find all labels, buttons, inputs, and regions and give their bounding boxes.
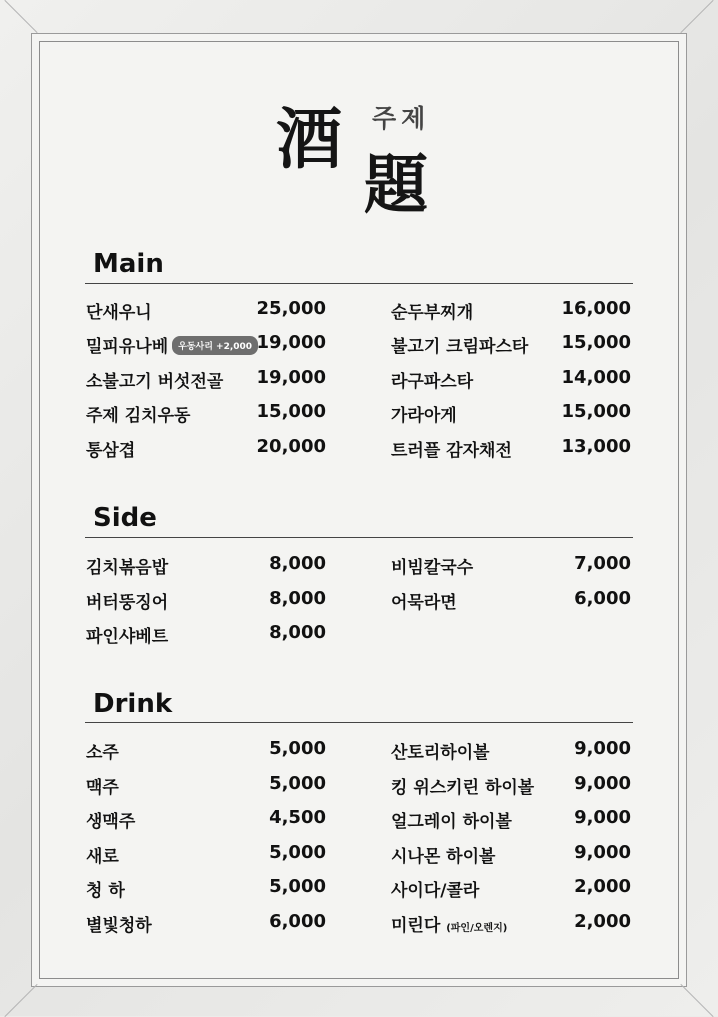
menu-item-price: 16,000 bbox=[561, 298, 631, 319]
menu-item-name: 라구파스타 bbox=[391, 372, 474, 392]
menu-item-name: 청 하 bbox=[86, 881, 125, 901]
section-divider bbox=[85, 722, 633, 723]
menu-item-name: 버터뚱징어 bbox=[86, 593, 169, 613]
menu-item-name: 통삼겹 bbox=[86, 441, 136, 461]
menu-item-price: 25,000 bbox=[256, 298, 326, 319]
menu-item-name: 사이다/콜라 bbox=[391, 881, 480, 901]
title-hangul: 주제 bbox=[372, 104, 431, 133]
menu-item-price: 4,500 bbox=[269, 807, 326, 828]
menu-item-price: 6,000 bbox=[574, 588, 631, 609]
menu-item-name bbox=[391, 911, 507, 936]
menu-item-price: 6,000 bbox=[269, 911, 326, 932]
menu-item-name: 얼그레이 하이볼 bbox=[391, 812, 512, 832]
menu-item-name: 킹 위스키린 하이볼 bbox=[391, 778, 535, 798]
menu-item-name: 김치볶음밥 bbox=[86, 558, 169, 578]
menu-item-price: 13,000 bbox=[561, 436, 631, 457]
section-divider bbox=[85, 283, 633, 284]
menu-item-name: 주제 김치우동 bbox=[86, 406, 191, 426]
menu-item-price: 9,000 bbox=[574, 738, 631, 759]
menu-item-price: 9,000 bbox=[574, 773, 631, 794]
menu-item-label: 밀피유나베 bbox=[86, 337, 169, 357]
menu-item-name: 소주 bbox=[86, 743, 119, 763]
menu-item-name: 가라아게 bbox=[391, 406, 457, 426]
menu-item-price: 5,000 bbox=[269, 738, 326, 759]
menu-item-price: 2,000 bbox=[574, 876, 631, 897]
section-title-side: Side bbox=[93, 503, 157, 533]
menu-item-price: 20,000 bbox=[256, 436, 326, 457]
menu-item-name: 별빛청하 bbox=[86, 916, 152, 936]
menu-item-name: 생맥주 bbox=[86, 812, 136, 832]
menu-item-price: 14,000 bbox=[561, 367, 631, 388]
menu-item-price: 8,000 bbox=[269, 622, 326, 643]
menu-item-price: 7,000 bbox=[574, 553, 631, 574]
menu-item-price: 9,000 bbox=[574, 842, 631, 863]
flavor-note: (파인/오렌지) bbox=[446, 923, 508, 934]
section-divider bbox=[85, 537, 633, 538]
menu-item-price: 8,000 bbox=[269, 553, 326, 574]
menu-item-price: 8,000 bbox=[269, 588, 326, 609]
addon-badge: 우동사리 +2,000 bbox=[172, 336, 258, 355]
menu-item-price: 19,000 bbox=[256, 332, 326, 353]
menu-item-name: 비빔칼국수 bbox=[391, 558, 474, 578]
menu-item-name: 새로 bbox=[86, 847, 119, 867]
menu-item-price: 15,000 bbox=[256, 401, 326, 422]
menu-item-price: 5,000 bbox=[269, 876, 326, 897]
menu-item-name: 어묵라면 bbox=[391, 593, 457, 613]
menu-item-name: 산토리하이볼 bbox=[391, 743, 490, 763]
menu-item-name: 맥주 bbox=[86, 778, 119, 798]
menu-item-price: 15,000 bbox=[561, 401, 631, 422]
menu-item-name: 시나몬 하이볼 bbox=[391, 847, 496, 867]
title-kanji-topic: 題 bbox=[364, 148, 428, 223]
menu-item-name: 단새우니 bbox=[86, 303, 152, 323]
title-kanji-alcohol: 酒 bbox=[276, 100, 340, 178]
menu-item-name: 파인샤베트 bbox=[86, 627, 169, 647]
menu-item-price: 15,000 bbox=[561, 332, 631, 353]
section-title-drink: Drink bbox=[93, 689, 173, 719]
menu-item-label: 미린다 bbox=[391, 916, 441, 936]
menu-item-name: 소불고기 버섯전골 bbox=[86, 372, 224, 392]
menu-item-price: 9,000 bbox=[574, 807, 631, 828]
menu-item-price: 5,000 bbox=[269, 773, 326, 794]
menu-item-name: 순두부찌개 bbox=[391, 303, 474, 323]
menu-item-name: 불고기 크림파스타 bbox=[391, 337, 529, 357]
menu-item-price: 5,000 bbox=[269, 842, 326, 863]
menu-item-price: 2,000 bbox=[574, 911, 631, 932]
menu-item-name bbox=[86, 332, 258, 357]
menu-item-price: 19,000 bbox=[256, 367, 326, 388]
menu-item-name: 트러플 감자채전 bbox=[391, 441, 512, 461]
menu-title bbox=[0, 0, 718, 230]
section-title-main: Main bbox=[93, 249, 164, 279]
